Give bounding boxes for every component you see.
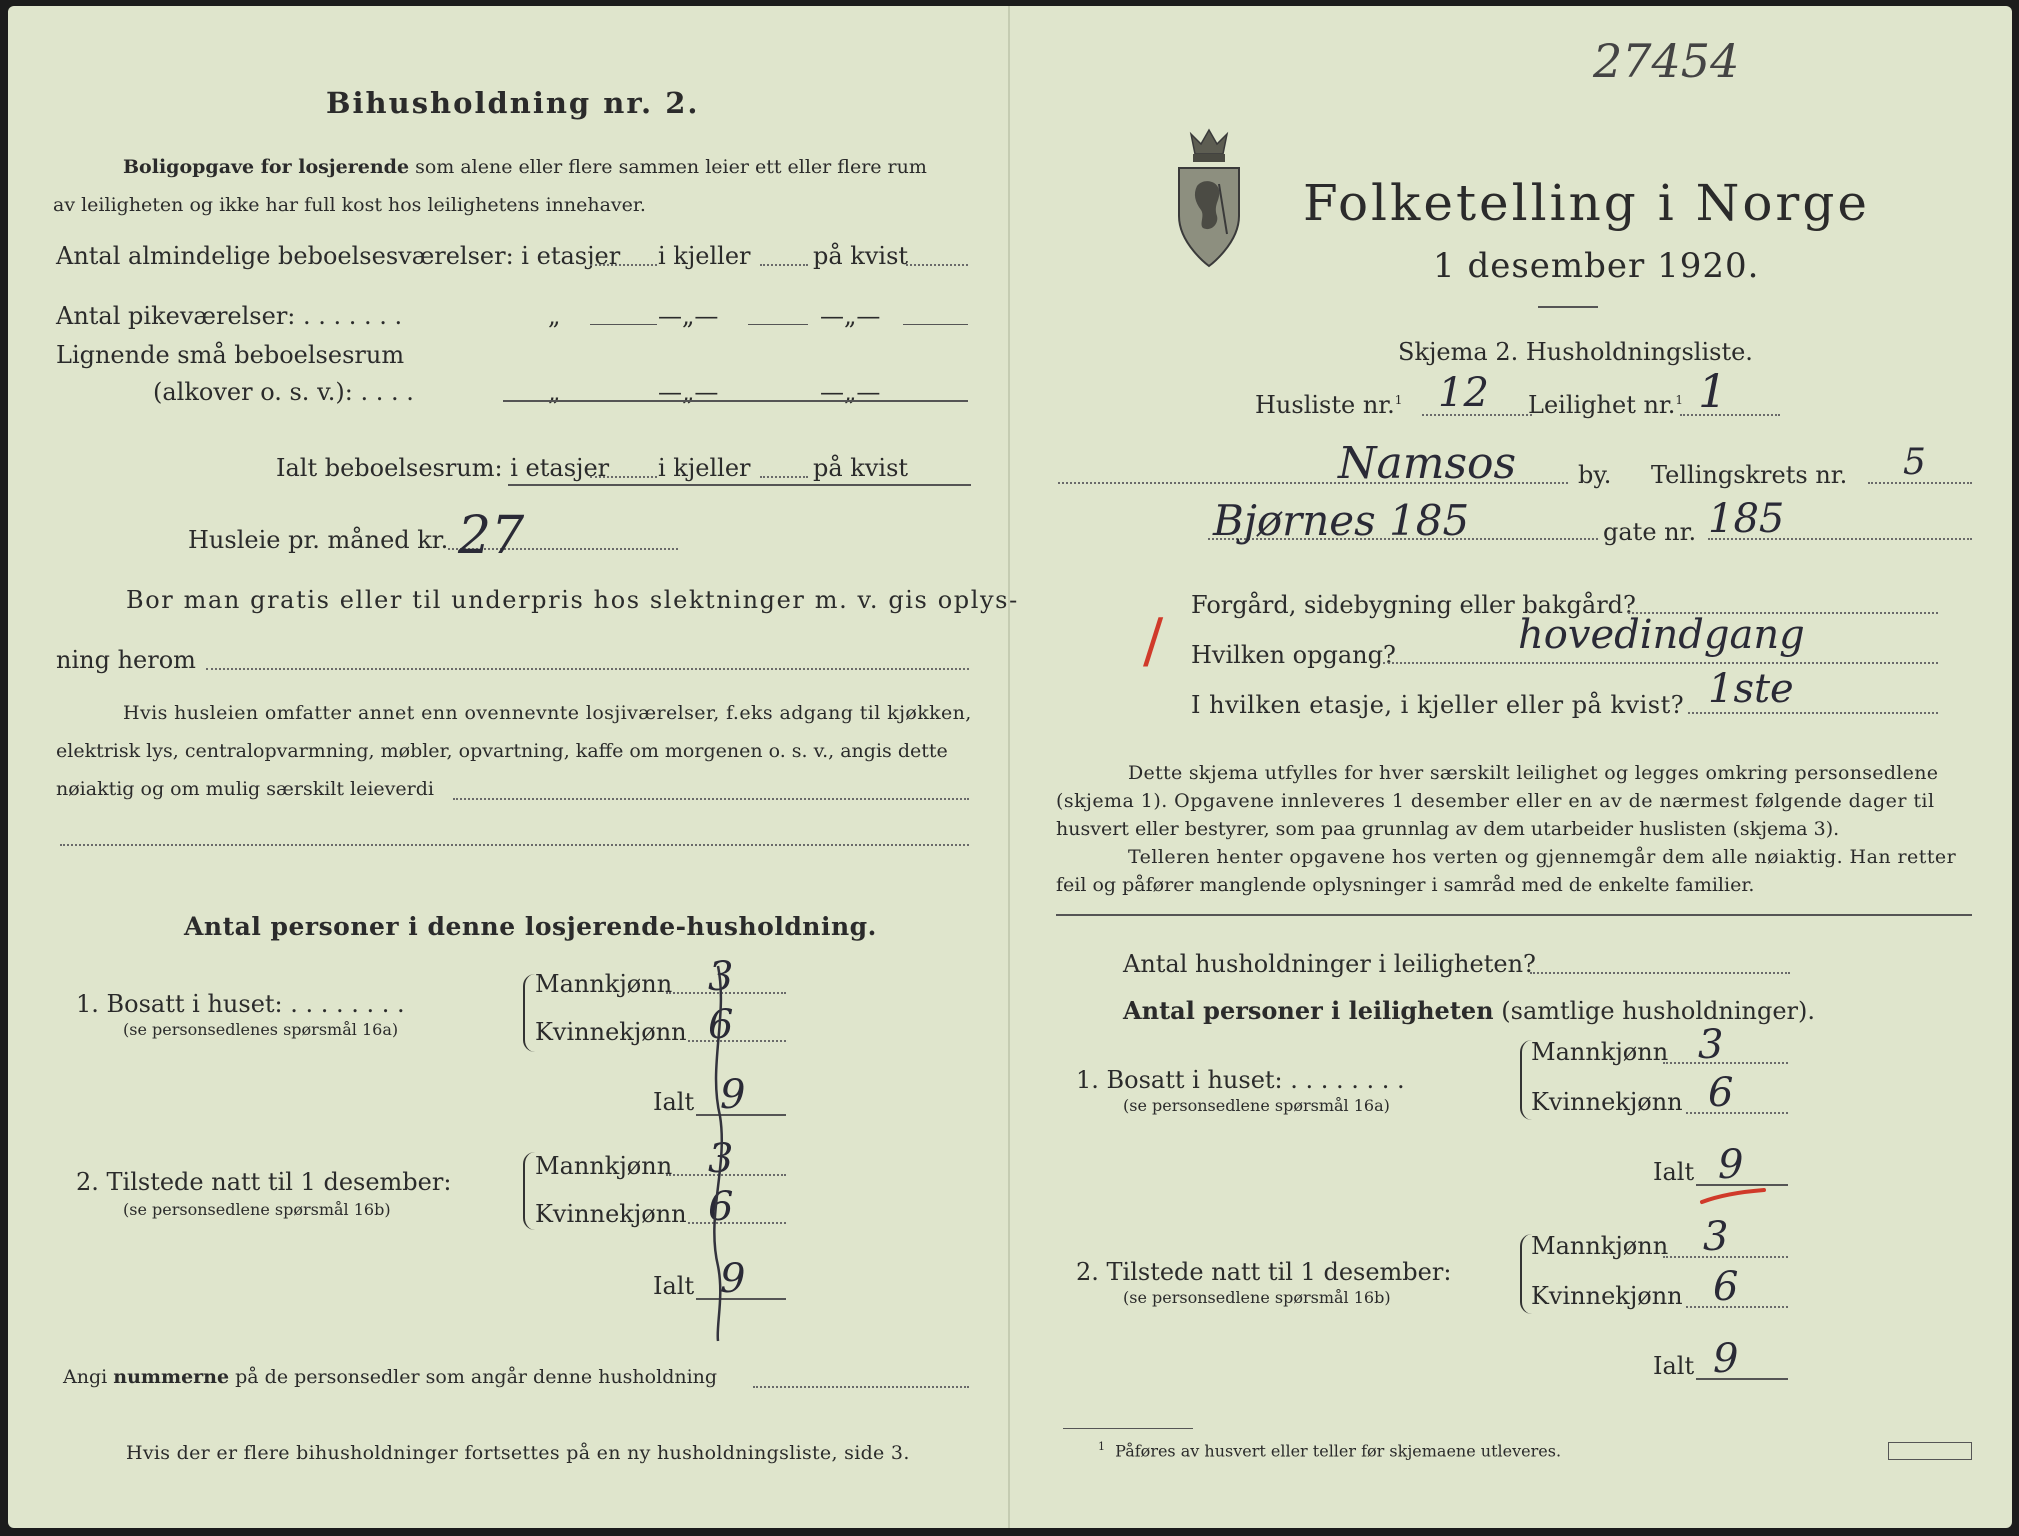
gratis-line-2: ning herom (56, 646, 196, 674)
ialt-rooms-label: Ialt beboelsesrum: i etasjer (276, 454, 610, 482)
title-separator (1538, 306, 1598, 308)
leilighet-footnote-mark: 1 (1675, 393, 1684, 407)
info-line-5: feil og påfører manglende oplysninger i samråd med de enkelte familier. (1056, 874, 1755, 896)
gate-label: gate nr. (1603, 518, 1697, 546)
omfatter-line-extra (60, 844, 969, 846)
left-item2-mann-value: 3 (708, 1136, 734, 1182)
right-item1-ialt-label: Ialt (1653, 1158, 1695, 1186)
pencil-stroke-icon (698, 956, 738, 1346)
intro-bold: Boligopgave for losjerende (123, 156, 410, 178)
rooms-kvist-label: på kvist (813, 242, 909, 270)
pike-line-2 (748, 324, 808, 325)
etasje-line (1688, 712, 1938, 714)
omfatter-line-2: elektrisk lys, centralopvarmning, møbler, opvartning, kaffe om morgenen o. s. v., angis dette (56, 740, 948, 762)
leilighet-line (1680, 414, 1780, 416)
footnote-rule (1063, 1428, 1193, 1429)
left-item2-brace (523, 1152, 535, 1230)
right-persons-heading (1123, 996, 1815, 1025)
right-item1-ialt-value: 9 (1718, 1142, 1744, 1188)
left-item2-kvinne-value: 6 (708, 1184, 734, 1230)
by-label: by. (1578, 461, 1612, 489)
ialt-kjeller-line (760, 476, 808, 478)
gate-value: 185 (1708, 496, 1785, 542)
lignende-label-2: (alkover o. s. v.): . . . . (153, 378, 414, 406)
krets-value: 5 (1903, 442, 1926, 483)
husleie-value: 27 (458, 506, 525, 566)
lignende-label-1: Lignende små beboelsesrum (56, 341, 405, 369)
left-item1-kvinne-label: Kvinnekjønn (535, 1018, 687, 1046)
right-item1-mann-value: 3 (1698, 1022, 1724, 1068)
lignende-ditto-3: —„— (820, 378, 881, 406)
opgang-value: hovedindgang (1518, 612, 1805, 658)
right-item1-mann-line (1663, 1062, 1788, 1064)
leilighet-label (1528, 391, 1683, 419)
right-item1-sub: (se personsedlene spørsmål 16a) (1123, 1096, 1390, 1115)
intro-rest: som alene eller flere sammen leier ett eller flere rum (409, 156, 927, 178)
leilighet-value: 1 (1698, 364, 1728, 418)
rooms-label: Antal almindelige beboelsesværelser: i etasjer (56, 242, 621, 270)
omfatter-line (453, 798, 969, 800)
ialt-kjeller-label: i kjeller (658, 454, 751, 482)
lignende-ditto-1: „ (548, 378, 561, 406)
right-item2-kvinne-value: 6 (1713, 1264, 1739, 1310)
left-item1-sub: (se personsedlenes spørsmål 16a) (123, 1020, 399, 1039)
page-fold (1008, 6, 1010, 1528)
census-form-sheet (8, 6, 2012, 1528)
right-item2-mann-value: 3 (1703, 1214, 1729, 1260)
right-item2-ialt-line (1696, 1378, 1788, 1380)
hush-label: Antal husholdninger i leiligheten? (1123, 950, 1536, 978)
red-margin-mark: / (1143, 606, 1164, 676)
info-line-2: (skjema 1). Opgavene innleveres 1 desember eller en av de nærmest følgende dager til (1056, 790, 1935, 812)
ialt-underline (508, 484, 971, 486)
right-persons-rest: (samtlige husholdninger). (1493, 997, 1816, 1025)
intro-line-1 (123, 156, 927, 178)
left-item1-mann-value: 3 (708, 954, 734, 1000)
info-line-4: Telleren henter opgavene hos verten og gjennemgår dem alle nøiaktig. Han retter (1128, 846, 1957, 868)
street-value: Bjørnes 185 (1213, 496, 1470, 545)
footnote-text: Påføres av husvert eller teller før skjemaene utleveres. (1115, 1441, 1562, 1461)
lignende-ditto-2: —„— (658, 378, 719, 406)
etasje-value: 1ste (1708, 666, 1794, 712)
printer-mark (1888, 1442, 1972, 1460)
etasje-label: I hvilken etasje, i kjeller eller på kvist? (1191, 691, 1685, 719)
info-line-1: Dette skjema utfylles for hver særskilt leilighet og legges omkring personsedlene (1128, 762, 1939, 784)
left-item2-mann-label: Mannkjønn (535, 1152, 673, 1180)
right-item2-sub: (se personsedlene spørsmål 16b) (1123, 1288, 1391, 1307)
coat-of-arms-icon (1173, 124, 1245, 274)
left-item1-kvinne-value: 6 (708, 1002, 734, 1048)
intro-line-2: av leiligheten og ikke har full kost hos leilighetens innehaver. (53, 194, 646, 216)
opgang-line (1383, 662, 1938, 664)
angi-bold: nummerne (113, 1366, 230, 1388)
right-date: 1 desember 1920. (1433, 246, 1760, 286)
left-item1-label: 1. Bosatt i huset: . . . . . . . . (76, 990, 405, 1018)
right-item1-label: 1. Bosatt i huset: . . . . . . . . (1076, 1066, 1405, 1094)
right-item1-mann-label: Mannkjønn (1531, 1038, 1669, 1066)
left-item1-brace (523, 974, 535, 1052)
rooms-kjeller-line (760, 264, 808, 266)
husliste-value: 12 (1438, 370, 1489, 416)
lignende-underline (503, 400, 968, 402)
footnote-mark: 1 (1098, 1440, 1105, 1453)
left-persons-heading: Antal personer i denne losjerende-husholdning. (184, 912, 877, 941)
ialt-kvist-label: på kvist (813, 454, 909, 482)
red-check-mark-icon (1698, 1186, 1768, 1210)
left-title: Bihusholdning nr. 2. (326, 86, 700, 120)
right-item2-ialt-value: 9 (1713, 1336, 1739, 1382)
husleie-label: Husleie pr. måned kr. (188, 526, 449, 554)
omfatter-line-3: nøiaktig og om mulig særskilt leieverdi (56, 778, 434, 800)
city-value: Namsos (1338, 438, 1517, 489)
rooms-kjeller-label: i kjeller (658, 242, 751, 270)
husliste-label-text: Husliste nr. (1255, 391, 1395, 419)
opgang-label: Hvilken opgang? (1191, 641, 1396, 669)
angi-pre: Angi (63, 1366, 114, 1388)
pike-ditto-3: —„— (820, 302, 881, 330)
left-footer: Hvis der er flere bihusholdninger fortsettes på en ny husholdningsliste, side 3. (126, 1442, 910, 1464)
ialt-etasjer-line (590, 476, 657, 478)
info-separator (1056, 914, 1972, 916)
angi-line-fill (753, 1386, 969, 1388)
right-item1-kvinne-label: Kvinnekjønn (1531, 1088, 1683, 1116)
left-item2-sub: (se personsedlene spørsmål 16b) (123, 1200, 391, 1219)
husliste-footnote-mark: 1 (1394, 393, 1403, 407)
rooms-kvist-line (906, 264, 968, 266)
right-item2-kvinne-label: Kvinnekjønn (1531, 1282, 1683, 1310)
pike-line-1 (590, 324, 657, 325)
angi-line (63, 1366, 717, 1388)
right-title: Folketelling i Norge (1303, 174, 1870, 232)
left-item1-ialt-value: 9 (720, 1072, 746, 1118)
omfatter-line-1: Hvis husleien omfatter annet enn ovennevnte losjiværelser, f.eks adgang til kjøkken, (123, 702, 972, 724)
pike-ditto-2: —„— (658, 302, 719, 330)
pike-line-3 (903, 324, 968, 325)
left-item2-label: 2. Tilstede natt til 1 desember: (76, 1168, 452, 1196)
left-item2-ialt-label: Ialt (653, 1272, 695, 1300)
hush-line (1530, 972, 1790, 974)
right-item2-ialt-label: Ialt (1653, 1352, 1695, 1380)
right-item2-label: 2. Tilstede natt til 1 desember: (1076, 1258, 1452, 1286)
pike-label: Antal pikeværelser: . . . . . . . (56, 302, 403, 330)
leilighet-label-text: Leilighet nr. (1528, 391, 1676, 419)
krets-label: Tellingskrets nr. (1651, 461, 1848, 489)
schema-label: Skjema 2. Husholdningsliste. (1398, 338, 1753, 366)
gratis-line-1: Bor man gratis eller til underpris hos slektninger m. v. gis oplys- (126, 586, 1019, 614)
husliste-label (1255, 391, 1402, 419)
angi-rest: på de personsedler som angår denne husholdning (229, 1366, 718, 1388)
gratis-line (206, 668, 969, 670)
archive-stamp-number: 27454 (1593, 34, 1740, 88)
right-item1-kvinne-value: 6 (1708, 1070, 1734, 1116)
rooms-etasjer-line (590, 264, 657, 266)
left-item2-kvinne-label: Kvinnekjønn (535, 1200, 687, 1228)
right-persons-bold: Antal personer i leiligheten (1123, 996, 1494, 1025)
info-line-3: husvert eller bestyrer, som paa grunnlag av dem utarbeider huslisten (skjema 3). (1056, 818, 1840, 840)
pike-ditto-1: „ (548, 302, 561, 330)
left-item2-ialt-value: 9 (720, 1256, 746, 1302)
forgard-label: Forgård, sidebygning eller bakgård? (1191, 591, 1636, 619)
right-item2-mann-label: Mannkjønn (1531, 1232, 1669, 1260)
right-footnote (1098, 1440, 1561, 1460)
left-item1-ialt-label: Ialt (653, 1088, 695, 1116)
left-item1-mann-label: Mannkjønn (535, 970, 673, 998)
right-item1-kvinne-line (1686, 1112, 1788, 1114)
